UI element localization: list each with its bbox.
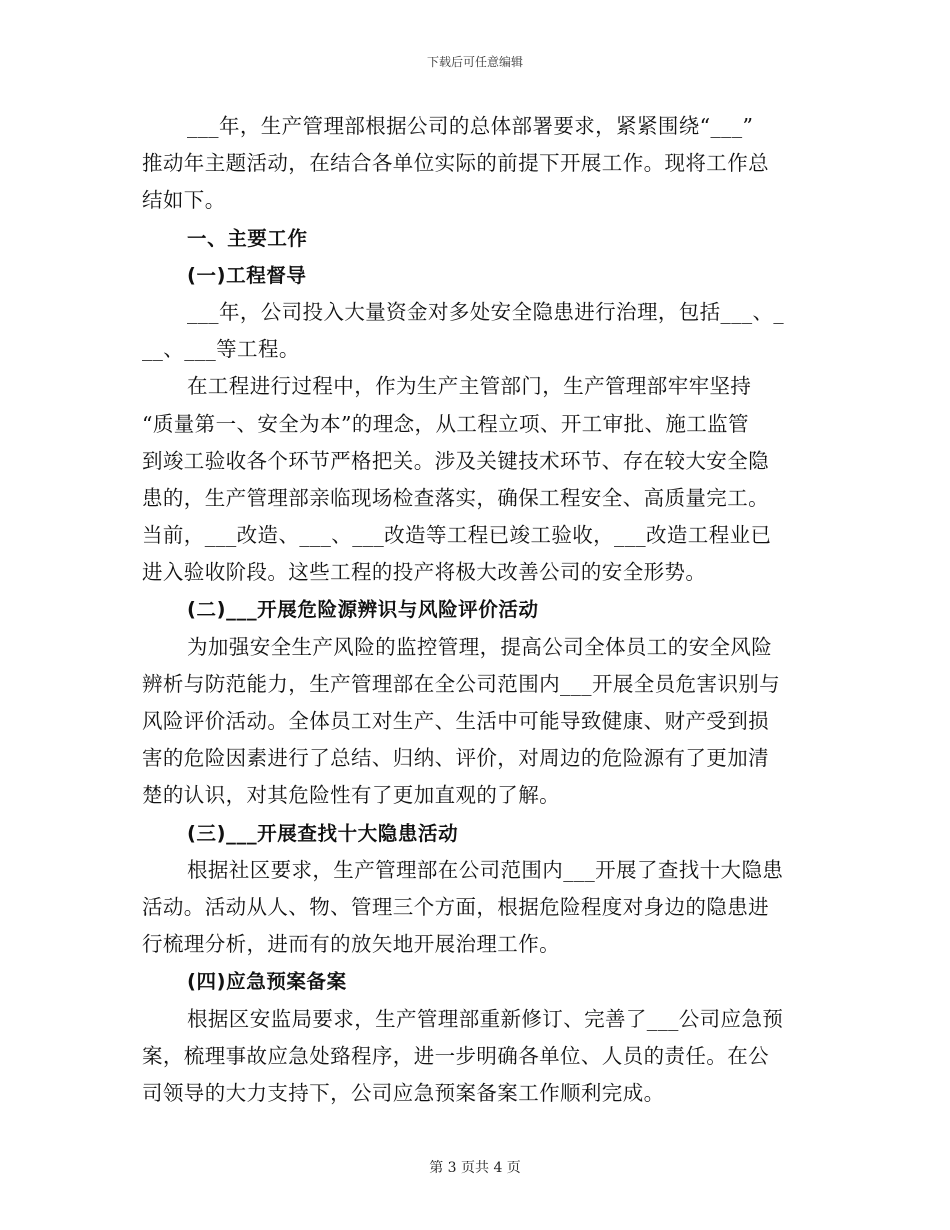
section-heading: (一)工程督导 bbox=[187, 263, 307, 287]
body-text-line: 为加强安全生产风险的监控管理，提高公司全体员工的安全风险 bbox=[187, 634, 773, 659]
page-header: 下载后可任意编辑 bbox=[426, 55, 523, 69]
body-text-line: 在工程进行过程中，作为生产主管部门，生产管理部牢牢坚持 bbox=[187, 374, 752, 399]
body-text-line: ___年，生产管理部根据公司的总体部署要求，紧紧围绕“___” bbox=[187, 114, 754, 138]
body-text-line: 到竣工验收各个环节严格把关。涉及关键技术环节、存在较大安全隐 bbox=[142, 448, 769, 473]
section-heading: (二)___开展危险源辨识与风险评价活动 bbox=[187, 598, 539, 622]
section-heading: (四)应急预案备案 bbox=[187, 970, 347, 994]
body-text-line: 根据区安监局要求，生产管理部重新修订、完善了___公司应急预 bbox=[187, 1006, 784, 1031]
body-text-line: 推动年主题活动，在结合各单位实际的前提下开展工作。现将工作总 bbox=[142, 151, 769, 176]
body-text-line: “质量第一、安全为本”的理念，从工程立项、开工审批、施工监管 bbox=[142, 411, 749, 436]
body-text-line: 楚的认识，对其危险性有了更加直观的了解。 bbox=[142, 783, 560, 808]
document-body bbox=[142, 108, 812, 1112]
section-heading: 一、主要工作 bbox=[187, 226, 308, 250]
body-text-line: 根据社区要求，生产管理部在公司范围内___开展了查找十大隐患 bbox=[187, 857, 784, 882]
body-text-line: 辨析与防范能力，生产管理部在全公司范围内___开展全员危害识别与 bbox=[142, 671, 781, 696]
body-text-line: 风险评价活动。全体员工对生产、生活中可能导致健康、财产受到损 bbox=[142, 709, 769, 733]
body-text-line: 结如下。 bbox=[142, 188, 226, 213]
body-text-line: 活动。活动从人、物、管理三个方面，根据危险程度对身边的隐患进 bbox=[142, 894, 769, 919]
body-text-line: 司领导的大力支持下，公司应急预案备案工作顺利完成。 bbox=[142, 1080, 665, 1105]
body-text-line: __、___等工程。 bbox=[142, 337, 300, 362]
body-text-line: 案，梳理事故应急处臵程序，进一步明确各单位、人员的责任。在公 bbox=[142, 1043, 769, 1068]
section-heading: (三)___开展查找十大隐患活动 bbox=[187, 821, 459, 845]
body-text-line: 害的危险因素进行了总结、归纳、评价，对周边的危险源有了更加清 bbox=[142, 746, 769, 771]
body-text-line: 进入验收阶段。这些工程的投产将极大改善公司的安全形势。 bbox=[142, 560, 707, 585]
body-text-line: 行梳理分析，进而有的放矢地开展治理工作。 bbox=[142, 932, 560, 957]
body-text-line: ___年，公司投入大量资金对多处安全隐患进行治理，包括___、_ bbox=[187, 299, 785, 324]
body-text-line: 当前，___改造、___、___改造等工程已竣工验收，___改造工程业已 bbox=[142, 523, 772, 548]
page-footer: 第 3 页共 4 页 bbox=[429, 1160, 521, 1176]
body-text-line: 患的，生产管理部亲临现场检查落实，确保工程安全、高质量完工。 bbox=[142, 485, 769, 510]
